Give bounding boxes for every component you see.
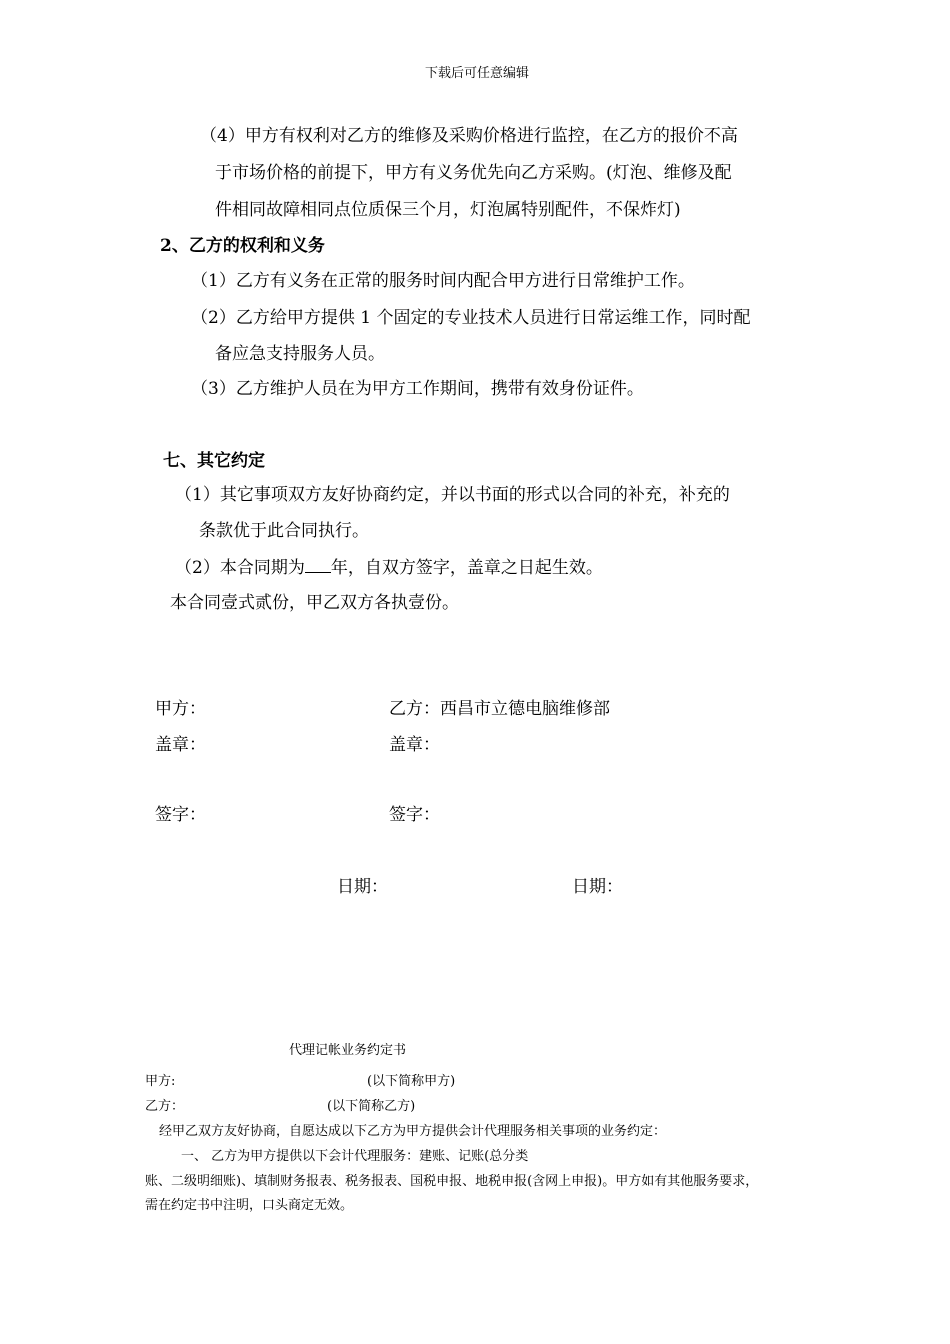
term-years-blank <box>305 558 331 573</box>
page-header-note: 下载后可任意编辑 <box>425 66 530 81</box>
clause-4-line-2: 于市场价格的前提下，甲方有义务优先向乙方采购。(灯泡、维修及配 <box>215 163 732 183</box>
seal-party-a: 盖章： <box>155 735 206 755</box>
party-b-item-3: （3）乙方维护人员在为甲方工作期间，携带有效身份证件。 <box>191 379 644 399</box>
agreement-intro: 经甲乙双方友好协商，自愿达成以下乙方为甲方提供会计代理服务相关事项的业务约定： <box>159 1124 667 1139</box>
other-item-1-line-1: （1）其它事项双方友好协商约定，并以书面的形式以合同的补充，补充的 <box>175 485 730 505</box>
agreement-party-a-note: (以下简称甲方) <box>367 1074 456 1089</box>
signature-party-b: 乙方：西昌市立德电脑维修部 <box>389 699 610 719</box>
sign-party-a: 签字： <box>155 805 206 825</box>
heading-party-b-rights: 2、乙方的权利和义务 <box>160 236 325 256</box>
agreement-party-a: 甲方: <box>145 1074 176 1089</box>
sign-party-b: 签字： <box>389 805 440 825</box>
agreement-clause-1-line-3: 需在约定书中注明，口头商定无效。 <box>145 1198 354 1213</box>
seal-party-b: 盖章： <box>389 735 440 755</box>
signature-party-a: 甲方： <box>155 699 206 719</box>
clause-4-line-3: 件相同故障相同点位质保三个月，灯泡属特别配件，不保炸灯) <box>215 200 681 220</box>
other-item-2-after: 年，自双方签字，盖章之日起生效。 <box>330 558 603 578</box>
party-b-item-1: （1）乙方有义务在正常的服务时间内配合甲方进行日常维护工作。 <box>191 271 695 291</box>
agreement-title: 代理记帐业务约定书 <box>289 1043 407 1058</box>
clause-4-line-1: （4）甲方有权利对乙方的维修及采购价格进行监控，在乙方的报价不高 <box>200 126 738 146</box>
party-b-item-2-line-2: 备应急支持服务人员。 <box>215 344 385 364</box>
agreement-party-b-note: (以下简称乙方) <box>327 1099 416 1114</box>
other-item-1-line-2: 条款优于此合同执行。 <box>199 521 369 541</box>
agreement-clause-1-line-1: 一、 乙方为甲方提供以下会计代理服务：建账、记账(总分类 <box>181 1149 529 1164</box>
agreement-clause-1-line-2: 账、二级明细账)、填制财务报表、税务报表、国税申报、地税申报(含网上申报)。甲方如有其他服务要求， <box>145 1174 759 1189</box>
other-item-2-before: （2）本合同期为 <box>175 558 305 578</box>
date-party-b: 日期： <box>572 877 623 897</box>
heading-other-agreements: 七、其它约定 <box>163 451 265 471</box>
date-party-a: 日期： <box>337 877 388 897</box>
other-item-2 <box>175 558 603 577</box>
agreement-party-b: 乙方： <box>145 1099 185 1114</box>
party-b-item-2-line-1: （2）乙方给甲方提供 1 个固定的专业技术人员进行日常运维工作，同时配 <box>191 308 751 328</box>
copies-statement: 本合同壹式贰份，甲乙双方各执壹份。 <box>170 593 459 613</box>
